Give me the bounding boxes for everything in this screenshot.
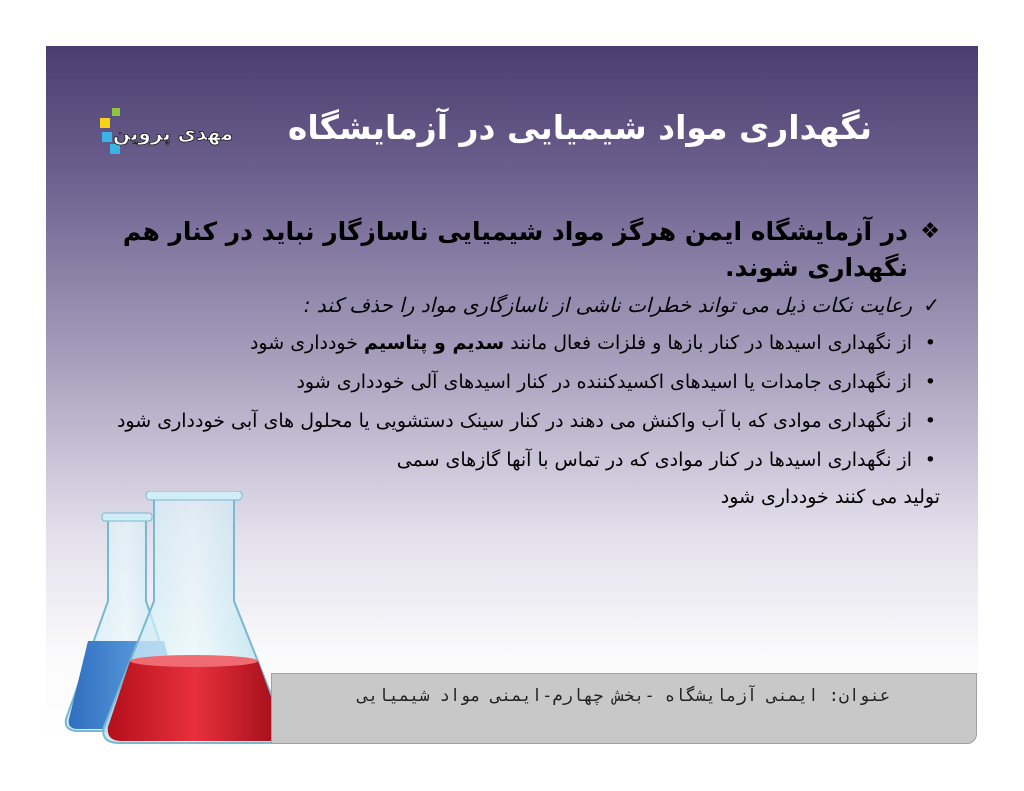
slide	[46, 46, 978, 744]
bullet-dot-icon: •	[924, 371, 936, 393]
main-point-text: در آزمایشگاه ایمن هرگز مواد شیمیایی ناسازگار نباید در کنار هم نگهداری شوند.	[122, 217, 908, 282]
diamond-bullet-icon: ❖	[920, 219, 940, 244]
check-line	[100, 290, 940, 320]
bullet-dot-icon: •	[924, 410, 936, 432]
slide-title: نگهداری مواد شیمیایی در آزمایشگاه	[287, 108, 872, 147]
bullet-dot-icon: •	[924, 332, 936, 354]
bullet-list	[100, 328, 940, 475]
check-line-text: رعایت نکات ذیل می تواند خطرات ناشی از ناسازگاری مواد را حذف کند :	[303, 293, 912, 317]
flasks-image	[58, 491, 290, 744]
checkmark-icon: ✓	[923, 293, 940, 317]
bullet-dot-icon: •	[924, 449, 936, 471]
bold-text: سدیم و پتاسیم	[364, 332, 505, 354]
slide-content	[100, 214, 940, 512]
svg-text:مهدی پروین: مهدی پروین	[112, 121, 234, 145]
list-item: • از نگهداری اسیدها در کنار بازها و فلزات فعال مانند سدیم و پتاسیم خودداری شود	[100, 328, 940, 358]
list-item: • از نگهداری اسیدها در کنار موادی که در تماس با آنها گازهای سمی	[100, 445, 940, 475]
list-item: • از نگهداری جامدات یا اسیدهای اکسیدکننده در کنار اسیدهای آلی خودداری شود	[100, 367, 940, 397]
main-point	[100, 214, 940, 286]
footer-caption: عنوان: ایمنی آزمایشگاه -بخش چهارم-ایمنی مواد شیمیایی	[271, 673, 977, 744]
list-item: • از نگهداری موادی که با آب واکنش می دهند در کنار سینک دستشویی یا محلول های آبی خودداری شود	[100, 406, 940, 436]
bullet-continuation: تولید می کنند خودداری شود	[720, 486, 940, 508]
logo	[98, 98, 238, 162]
